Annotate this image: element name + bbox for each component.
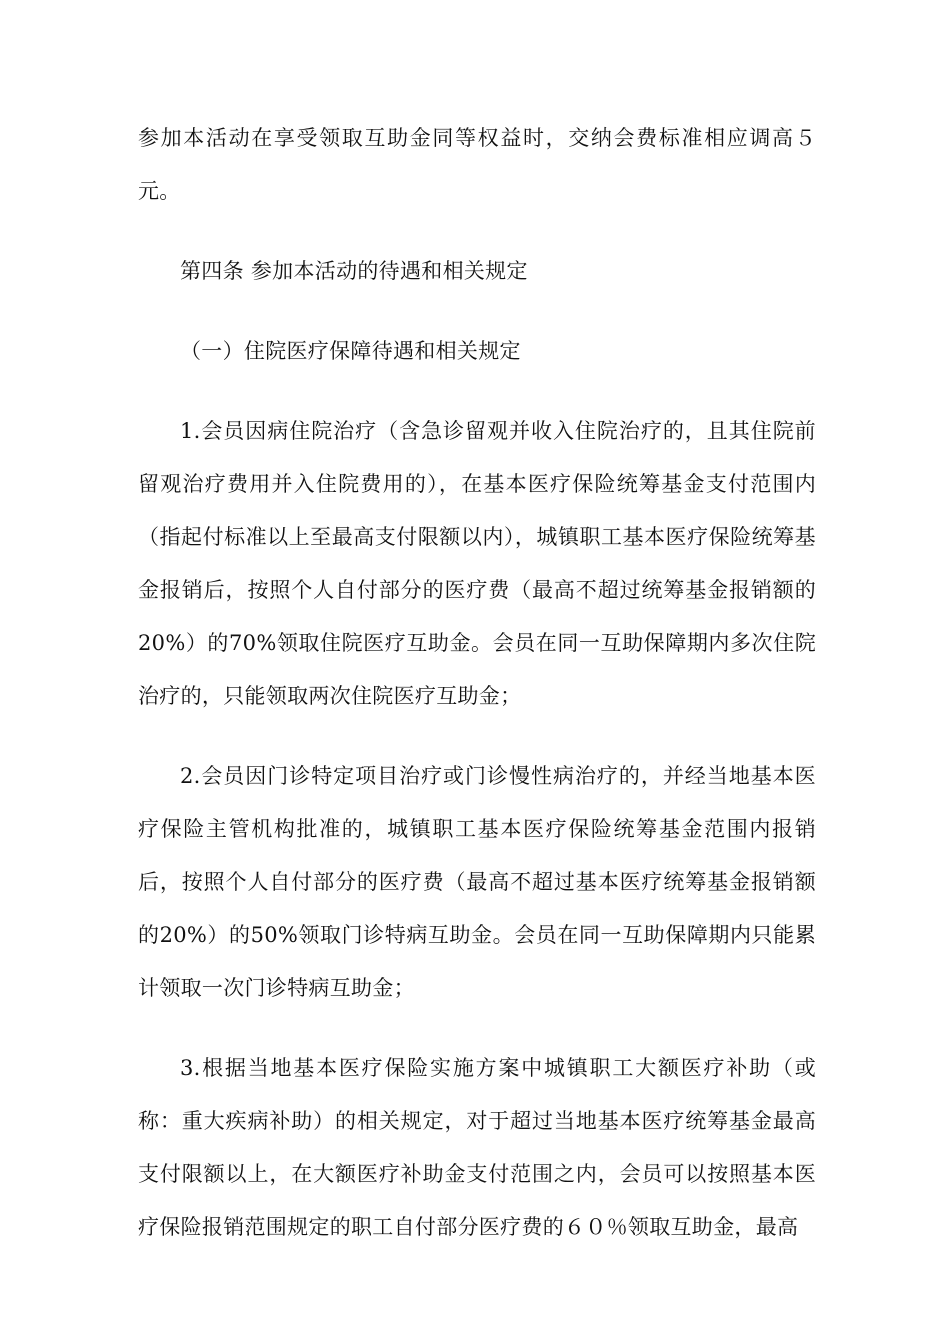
paragraph-item-2: 2.会员因门诊特定项目治疗或门诊慢性病治疗的，并经当地基本医疗保险主管机构批准的，城镇职工基本医疗保险统筹基金范围内报销后，按照个人自付部分的医疗费（最高不超过基本医疗统筹基金报销额的20%）的50%领取门诊特病互助金。会员在同一互助保障期内只能累计领取一次门诊特病互助金； [138,764,816,1000]
paragraph-item-1: 1.会员因病住院治疗（含急诊留观并收入住院治疗的，且其住院前留观治疗费用并入住院费用的），在基本医疗保险统筹基金支付范围内（指起付标准以上至最高支付限额以内），城镇职工基本医疗保险统筹基金报销后，按照个人自付部分的医疗费（最高不超过统筹基金报销额的20%）的70%领取住院医疗互助金。会员在同一互助保障期内多次住院治疗的，只能领取两次住院医疗互助金； [138,419,816,708]
article-four-heading: 第四条 参加本活动的待遇和相关规定 [180,259,528,283]
document-body [138,112,816,1254]
paragraph-fee-adjustment: 参加本活动在享受领取互助金同等权益时，交纳会费标准相应调高５元。 [138,126,816,203]
section-one-heading: （一）住院医疗保障待遇和相关规定 [180,339,521,363]
paragraph-item-3: 3.根据当地基本医疗保险实施方案中城镇职工大额医疗补助（或称：重大疾病补助）的相关规定，对于超过当地基本医疗统筹基金最高支付限额以上，在大额医疗补助金支付范围之内，会员可以按照基本医疗保险报销范围规定的职工自付部分医疗费的６０％领取互助金，最高 [138,1056,816,1239]
